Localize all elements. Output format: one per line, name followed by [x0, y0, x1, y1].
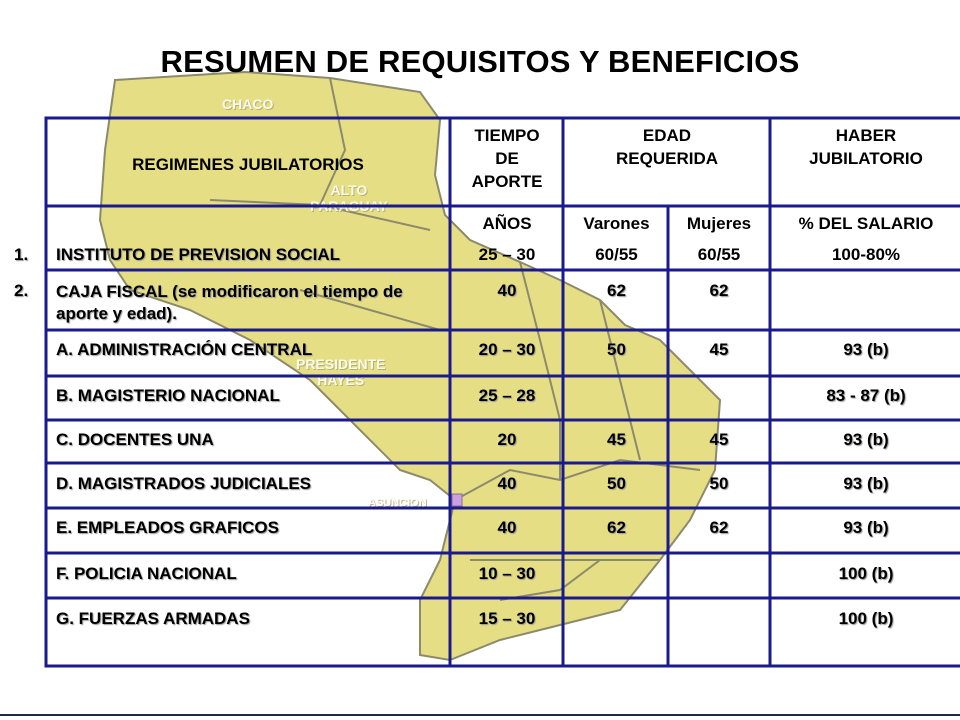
subheader-varones: Varones: [583, 214, 650, 233]
row-2-mujeres: 62: [709, 281, 729, 300]
row-1-mujeres: 60/55: [697, 245, 741, 264]
row-2-number: 2.: [14, 281, 29, 300]
map-label-alto-paraguay: ALTO PARAGUAY: [310, 182, 388, 214]
row-4-haber: 83 - 87 (b): [826, 386, 906, 405]
row-3-mujeres: 45: [709, 340, 729, 359]
row-5-haber: 93 (b): [843, 430, 889, 449]
row-3-varones: 50: [607, 340, 626, 359]
row-1-name: INSTITUTO DE PREVISION SOCIAL: [56, 245, 340, 264]
row-5-tiempo: 20: [497, 430, 517, 449]
row-9-tiempo: 15 – 30: [478, 609, 536, 628]
row-1-haber: 100-80%: [831, 245, 901, 264]
row-2-tiempo: 40: [497, 281, 517, 300]
row-3-tiempo: 20 – 30: [478, 340, 536, 359]
row-8-name: F. POLICIA NACIONAL: [56, 564, 237, 583]
row-4-name: B. MAGISTERIO NACIONAL: [56, 386, 280, 405]
row-9-haber: 100 (b): [838, 609, 894, 628]
subheader-mujeres: Mujeres: [686, 214, 752, 233]
row-5-varones: 45: [607, 430, 626, 449]
row-6-mujeres: 50: [709, 474, 729, 493]
row-6-tiempo: 40: [497, 474, 517, 493]
row-9-name: G. FUERZAS ARMADAS: [56, 609, 250, 628]
row-1-tiempo: 25 – 30: [478, 245, 536, 264]
map-label-chaco: CHACO: [222, 96, 274, 112]
row-5-name: C. DOCENTES UNA: [56, 430, 214, 449]
header-haber: HABER JUBILATORIO: [809, 126, 923, 168]
header-regimenes: REGIMENES JUBILATORIOS: [132, 155, 364, 174]
row-5-mujeres: 45: [709, 430, 729, 449]
row-6-name: D. MAGISTRADOS JUDICIALES: [56, 474, 312, 493]
row-7-mujeres: 62: [709, 518, 729, 537]
subheader-anos: AÑOS: [482, 214, 532, 233]
map-label-presidente-hayes: PRESIDENTE HAYES: [296, 356, 386, 388]
row-1-varones: 60/55: [595, 245, 638, 264]
row-1-number: 1.: [14, 245, 29, 264]
row-2-varones: 62: [607, 281, 626, 300]
row-6-haber: 93 (b): [843, 474, 889, 493]
row-3-name: A. ADMINISTRACIÓN CENTRAL: [56, 340, 313, 359]
row-7-name: E. EMPLEADOS GRAFICOS: [56, 518, 279, 537]
header-edad: EDAD REQUERIDA: [615, 126, 718, 168]
row-4-tiempo: 25 – 28: [478, 386, 536, 405]
header-tiempo: TIEMPO DE APORTE: [471, 126, 543, 191]
row-2-name: CAJA FISCAL (se modificaron el tiempo de aporte y edad).: [56, 282, 403, 323]
row-7-tiempo: 40: [497, 518, 517, 537]
row-7-haber: 93 (b): [843, 518, 889, 537]
bottom-divider: [0, 714, 960, 716]
row-8-haber: 100 (b): [838, 564, 894, 583]
subheader-salario: % DEL SALARIO: [798, 214, 934, 233]
page-title: RESUMEN DE REQUISITOS Y BENEFICIOS: [160, 44, 800, 79]
row-3-haber: 93 (b): [843, 340, 889, 359]
row-6-varones: 50: [607, 474, 626, 493]
row-7-varones: 62: [607, 518, 626, 537]
map-label-asuncion: ASUNCION: [368, 497, 427, 509]
row-8-tiempo: 10 – 30: [478, 564, 536, 583]
